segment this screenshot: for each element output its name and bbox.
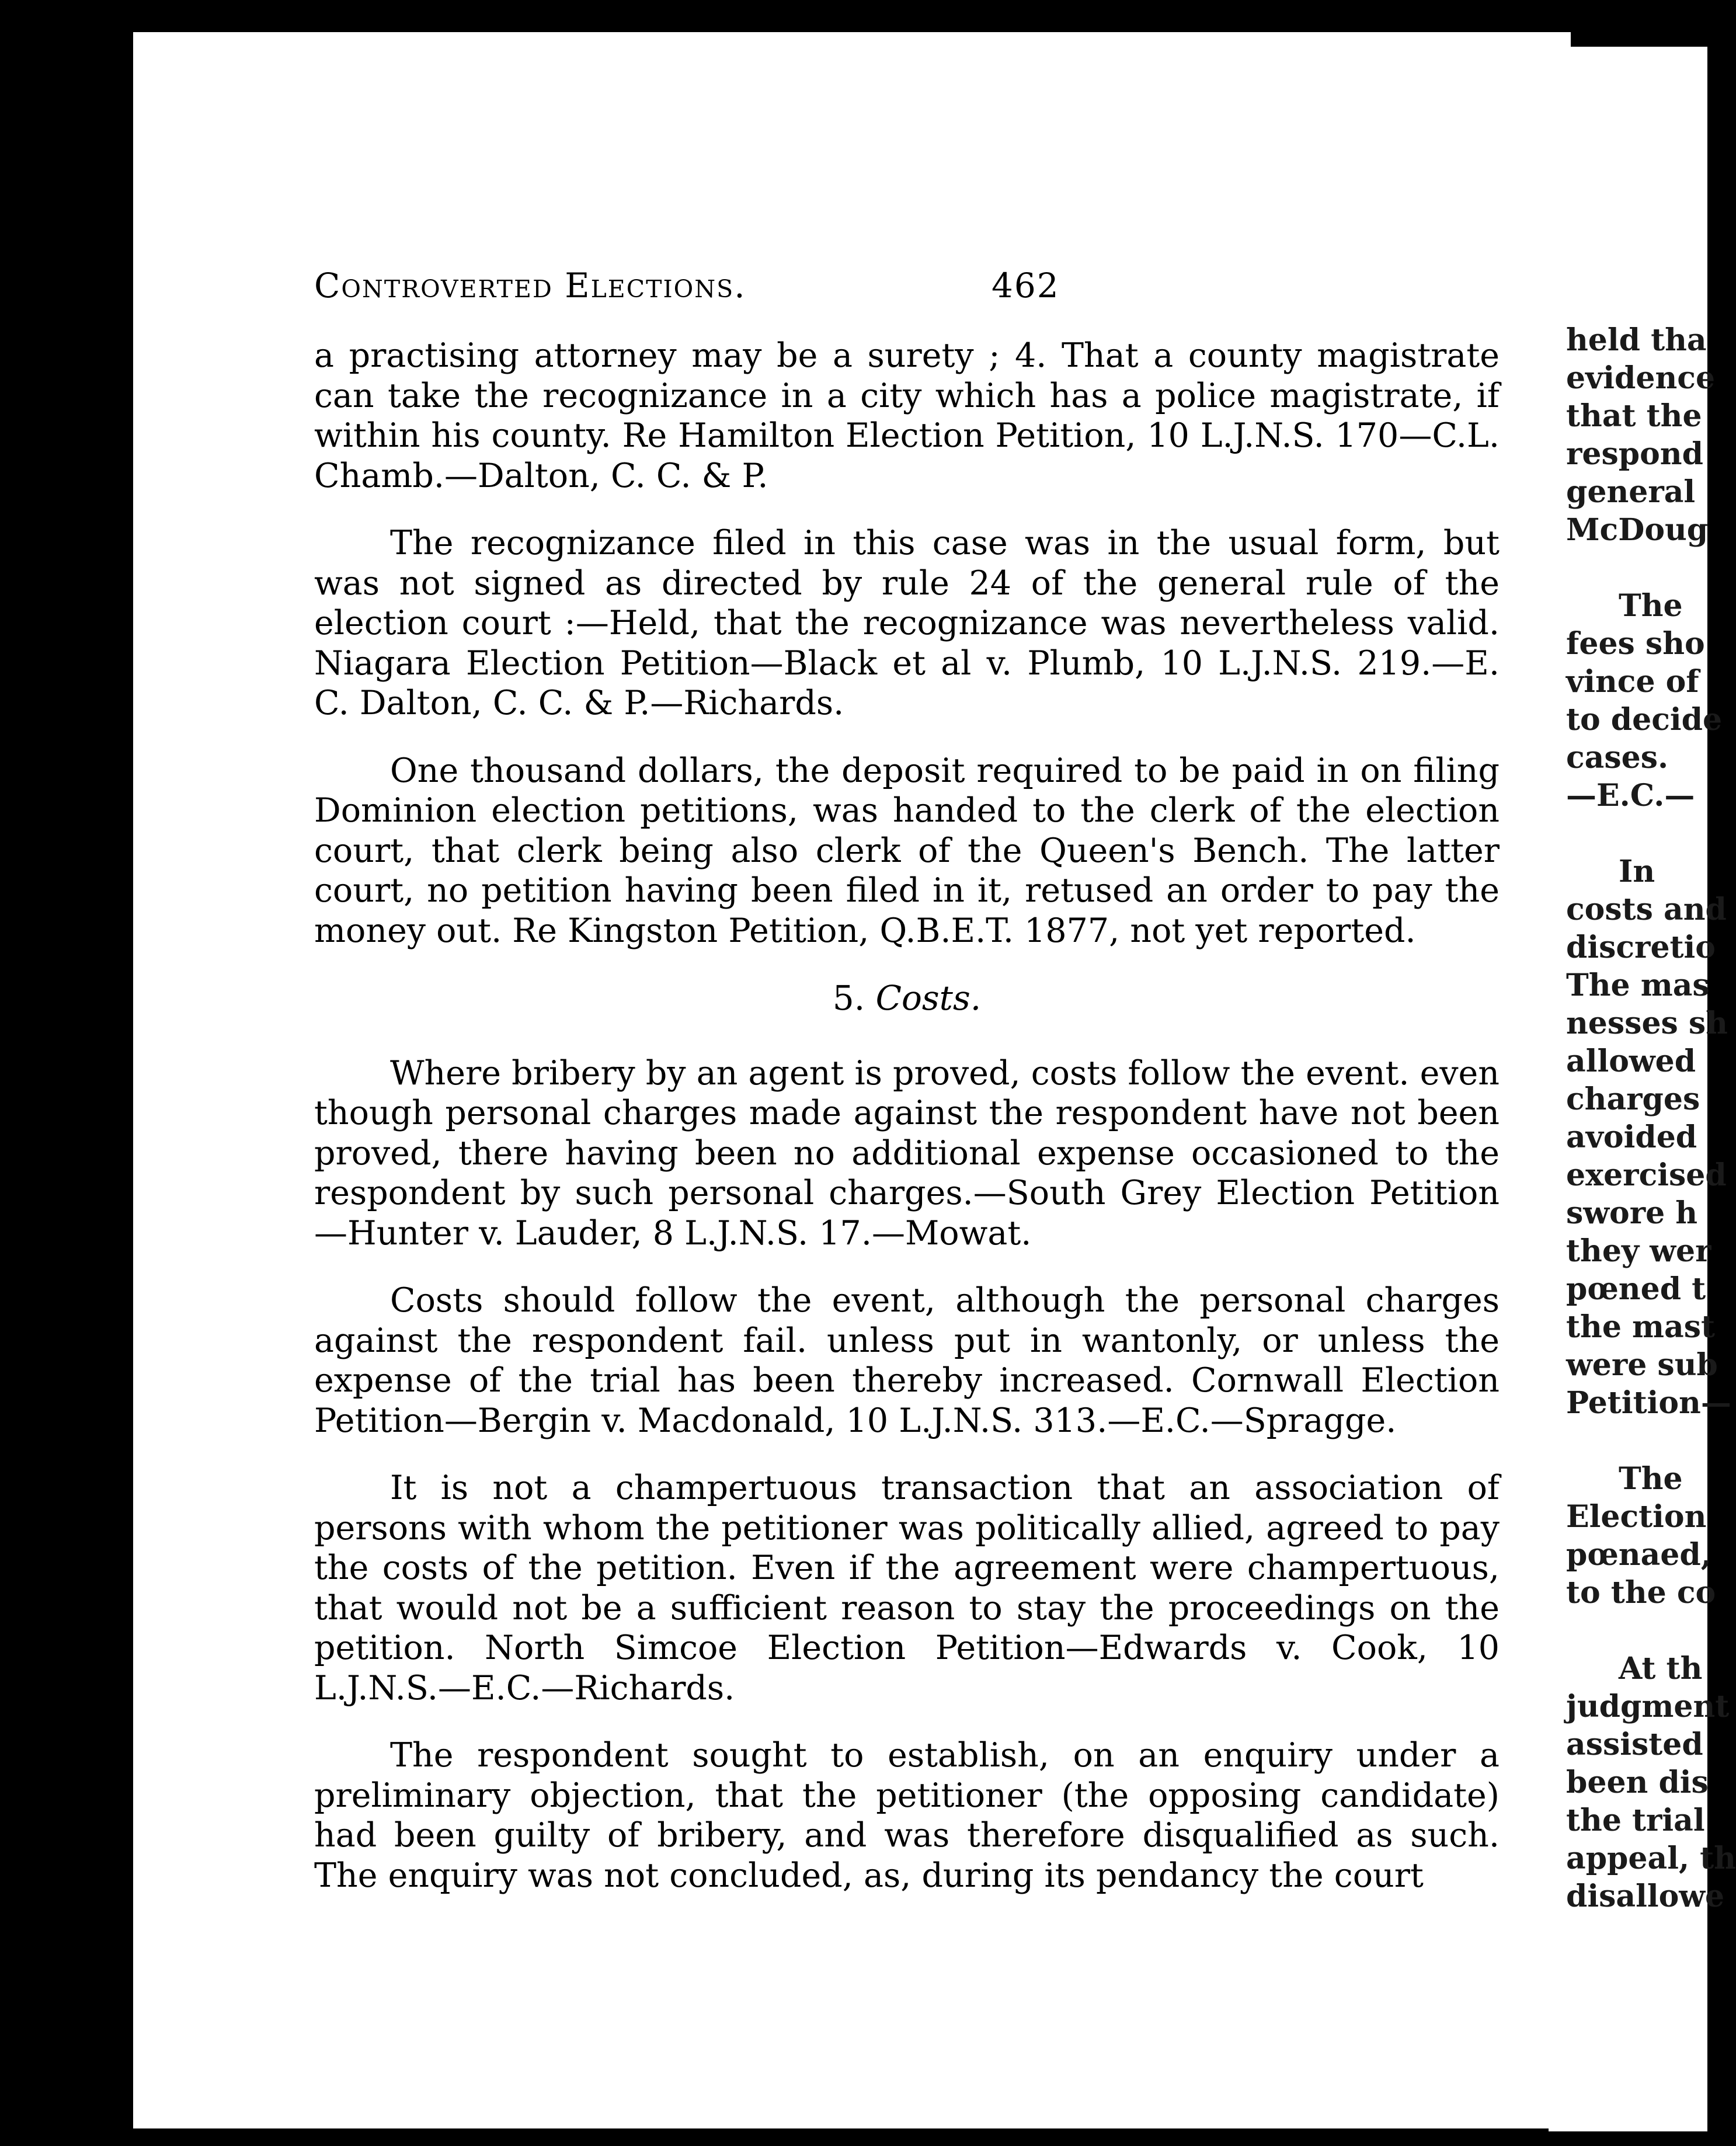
line [1566, 1612, 1718, 1650]
line: pœnaed, [1566, 1537, 1711, 1573]
line: that the [1566, 398, 1702, 434]
paragraph: One thousand dollars, the deposit required to be paid in on filing Dominion election petitions, was handed to the clerk of the election court, that clerk being also clerk of the Queen's Bench. The latter court, no petition having been filed in it, retused an order to pay the money out. Re Kingston Petition, Q.B.E.T. 1877, not yet reported. [314, 751, 1500, 950]
line: disallowe [1566, 1879, 1725, 1914]
section-label: Costs. [875, 978, 982, 1018]
line: appeal, th [1566, 1841, 1736, 1876]
line: exercised [1566, 1157, 1727, 1193]
page-number: 462 [991, 266, 1060, 305]
line: Election [1566, 1499, 1707, 1535]
facing-page-fragment [1549, 47, 1736, 2131]
running-title: Controverted Elections. [314, 266, 746, 305]
section-number: 5. [832, 978, 865, 1018]
facing-page-lines [1566, 321, 1736, 1915]
line [1566, 815, 1718, 853]
line: to the co [1566, 1575, 1716, 1611]
line: assisted [1566, 1727, 1703, 1762]
page-body [314, 336, 1500, 1923]
line: Petition— [1566, 1385, 1731, 1421]
line: McDoug [1566, 512, 1709, 548]
line: fees sho [1566, 626, 1705, 662]
line: discretio [1566, 930, 1716, 965]
line [1566, 1422, 1718, 1460]
main-page [133, 32, 1571, 2128]
line: the trial [1566, 1803, 1705, 1838]
line: The mas [1566, 968, 1710, 1003]
line: held tha [1566, 322, 1707, 358]
line: pœned t [1566, 1271, 1706, 1307]
paragraph: The respondent sought to establish, on an enquiry under a preliminary objection, that the petitioner (the opposing candidate) had been guilty of bribery, and was therefore disqualified as such. The enquiry was not concluded, as, during its pendancy the court [314, 1736, 1500, 1895]
line: been dis [1566, 1765, 1709, 1800]
line: to decide [1566, 702, 1723, 738]
line [1566, 549, 1718, 587]
line: vince of [1566, 664, 1699, 700]
line: evidence [1566, 360, 1716, 396]
line: general [1566, 474, 1696, 510]
line: swore h [1566, 1195, 1698, 1231]
line: At th [1619, 1651, 1703, 1686]
paragraph: Where bribery by an agent is proved, costs follow the event. even though personal charges made against the respondent have not been proved, there having been no additional expense occasioned to the respondent by such personal charges.—South Grey Election Petition—Hunter v. Lauder, 8 L.J.N.S. 17.—Mowat. [314, 1053, 1500, 1253]
paragraph: Costs should follow the event, although the personal charges against the respondent fail. unless put in wantonly, or unless the expense of the trial has been thereby increased. Cornwall Election Petition—Bergin v. Macdonald, 10 L.J.N.S. 313.—E.C.—Spragge. [314, 1281, 1500, 1440]
running-header [314, 266, 1132, 307]
line: respond [1566, 436, 1703, 472]
line: allowed [1566, 1044, 1696, 1079]
line: the mast [1566, 1309, 1716, 1345]
line: —E.C.— [1566, 778, 1695, 813]
line: nesses sh [1566, 1006, 1728, 1041]
line: The [1619, 588, 1683, 624]
line: were sub [1566, 1347, 1718, 1383]
line: charges [1566, 1081, 1700, 1117]
paragraph: It is not a champertuous transaction that an association of persons with whom the petitioner was politically allied, agreed to pay the costs of the petition. Even if the agreement were champertuous, that would not be a sufficient reason to stay the proceedings on the petition. North Simcoe Election Petition—Edwards v. Cook, 10 L.J.N.S.—E.C.—Richards. [314, 1469, 1500, 1707]
line: cases. [1566, 740, 1669, 775]
line: In [1619, 854, 1655, 889]
section-heading [314, 978, 1500, 1018]
paragraph-continued: a practising attorney may be a surety ; 4. That a county magistrate can take the recognizance in a city which has a police magistrate, if within his county. Re Hamilton Election Petition, 10 L.J.N.S. 170—C.L. Chamb.—Dalton, C. C. & P. [314, 336, 1500, 495]
line: judgment [1566, 1689, 1730, 1724]
line: costs and [1566, 892, 1727, 927]
line: The [1619, 1461, 1683, 1497]
line: avoided [1566, 1119, 1697, 1155]
line: they wer [1566, 1233, 1711, 1269]
paragraph: The recognizance filed in this case was in the usual form, but was not signed as directed by rule 24 of the general rule of the election court :—Held, that the recognizance was nevertheless valid. Niagara Election Petition—Black et al v. Plumb, 10 L.J.N.S. 219.—E. C. Dalton, C. C. & P.—Richards. [314, 524, 1500, 722]
